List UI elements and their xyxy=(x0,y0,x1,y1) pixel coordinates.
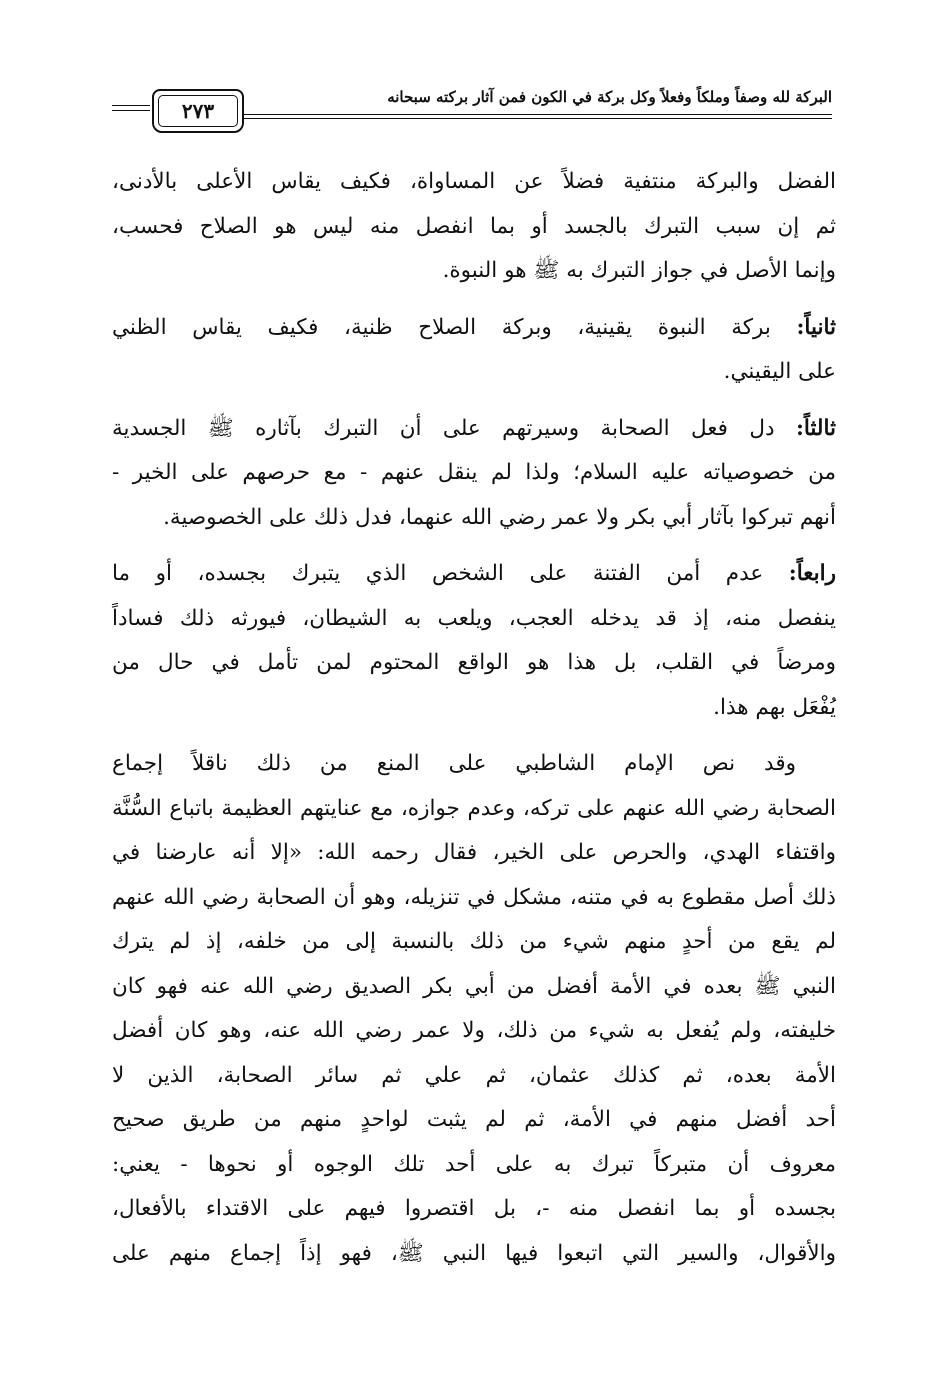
paragraph xyxy=(112,407,836,541)
text-line xyxy=(112,407,836,452)
page-number: ٢٧٣ xyxy=(181,99,215,123)
running-header xyxy=(112,84,832,134)
body-text xyxy=(112,160,836,1288)
text-line xyxy=(112,787,836,832)
line-text: لم يقع من أحدٍ منهم شيء من ذلك بالنسبة إلى من خلفه، إذ لم يترك xyxy=(112,929,836,954)
header-double-rule xyxy=(244,114,832,119)
text-line xyxy=(112,876,836,921)
header-side-rule xyxy=(112,105,150,111)
paragraph xyxy=(112,306,836,395)
line-text: ومرضاً في القلب، بل هذا هو الواقع المحتوم لمن تأمل في حال من xyxy=(112,650,836,675)
line-text: من خصوصياته عليه السلام؛ ولذا لم ينقل عنهم - مع حرصهم على الخير - xyxy=(112,460,836,485)
paragraph xyxy=(112,552,836,730)
line-text: ثم إن سبب التبرك بالجسد أو بما انفصل منه ليس هو الصلاح فحسب، xyxy=(112,213,836,239)
text-line xyxy=(112,306,836,351)
text-line xyxy=(112,1232,836,1277)
text-line xyxy=(112,249,836,294)
text-line xyxy=(112,1143,836,1188)
text-line xyxy=(112,1054,836,1099)
line-text: الفضل والبركة منتفية فضلاً عن المساواة، فكيف يقاس الأعلى بالأدنى، xyxy=(112,169,836,194)
point-heading: ثالثاً: xyxy=(795,415,836,441)
line-text: ينفصل منه، إذ قد يدخله العجب، ويلعب به الشيطان، فيورثه ذلك فساداً xyxy=(112,605,836,631)
text-line xyxy=(112,496,836,541)
text-line xyxy=(112,641,836,686)
text-line xyxy=(112,1009,836,1054)
text-line xyxy=(112,1187,836,1232)
text-line xyxy=(112,597,836,642)
paragraph xyxy=(112,742,836,1276)
text-line xyxy=(112,965,836,1010)
point-heading: رابعاً: xyxy=(788,561,836,586)
text-line xyxy=(112,920,836,965)
text-line xyxy=(112,686,836,731)
line-text: أنهم تبركوا بآثار أبي بكر ولا عمر رضي الله عنهما، فدل ذلك على الخصوصية. xyxy=(163,504,836,530)
point-heading: ثانياً: xyxy=(796,314,836,340)
line-text: الصحابة رضي الله عنهم على تركه، وعدم جوازه، مع عنايتهم العظيمة باتباع السُّنَّة xyxy=(112,795,836,821)
line-text: يُفْعَل بهم هذا. xyxy=(713,694,836,720)
line-text: النبي ﷺ بعده في الأمة أفضل من أبي بكر الصديق رضي الله عنه فهو كان xyxy=(112,973,836,999)
header-title: البركة لله وصفاً وملكاً وفعلاً وكل بركة في الكون فمن آثار بركته سبحانه xyxy=(387,88,832,106)
line-text: دل فعل الصحابة وسيرتهم على أن التبرك بآثاره ﷺ الجسدية xyxy=(112,415,796,441)
text-line xyxy=(112,205,836,250)
text-line xyxy=(112,350,836,395)
text-line xyxy=(112,1098,836,1143)
paragraph xyxy=(112,160,836,294)
line-text: أحد أفضل منهم في الأمة، ثم لم يثبت لواحدٍ منهم من طريق صحيح xyxy=(112,1107,836,1132)
line-text: الأمة بعده، ثم كذلك عثمان، ثم علي ثم سائر الصحابة، الذين لا xyxy=(112,1062,836,1088)
text-line xyxy=(112,160,836,205)
line-text: بجسده أو بما انفصل منه -، بل اقتصروا فيهم على الاقتداء بالأفعال، xyxy=(112,1196,836,1221)
line-text: بركة النبوة يقينية، وبركة الصلاح ظنية، فكيف يقاس الظني xyxy=(112,314,797,340)
page-number-frame xyxy=(152,89,244,133)
line-text: وقد نص الإمام الشاطبي على المنع من ذلك ناقلاً إجماع xyxy=(112,751,796,776)
line-text: على اليقيني. xyxy=(723,359,836,384)
text-line xyxy=(112,831,836,876)
line-text: ذلك أصل مقطوع به في متنه، مشكل في تنزيله، وهو أن الصحابة رضي الله عنهم xyxy=(112,884,836,910)
line-text: والأقوال، والسير التي اتبعوا فيها النبي ﷺ، فهو إذاً إجماع منهم على xyxy=(112,1240,836,1266)
text-line xyxy=(112,451,836,496)
line-text: معروف أن متبركاً تبرك به على أحد تلك الوجوه أو نحوها - يعني: xyxy=(112,1151,836,1177)
line-text: عدم أمن الفتنة على الشخص الذي يتبرك بجسده، أو ما xyxy=(112,561,789,586)
line-text: خليفته، ولم يُفعل به شيء من ذلك، ولا عمر رضي الله عنه، وهو كان أفضل xyxy=(112,1018,836,1043)
text-line xyxy=(112,552,836,597)
line-text: وإنما الأصل في جواز التبرك به ﷺ هو النبوة. xyxy=(442,258,836,283)
text-line xyxy=(112,742,836,787)
line-text: واقتفاء الهدي، والحرص على الخير، فقال رحمه الله: «إلا أنه عارضنا في xyxy=(112,840,836,865)
